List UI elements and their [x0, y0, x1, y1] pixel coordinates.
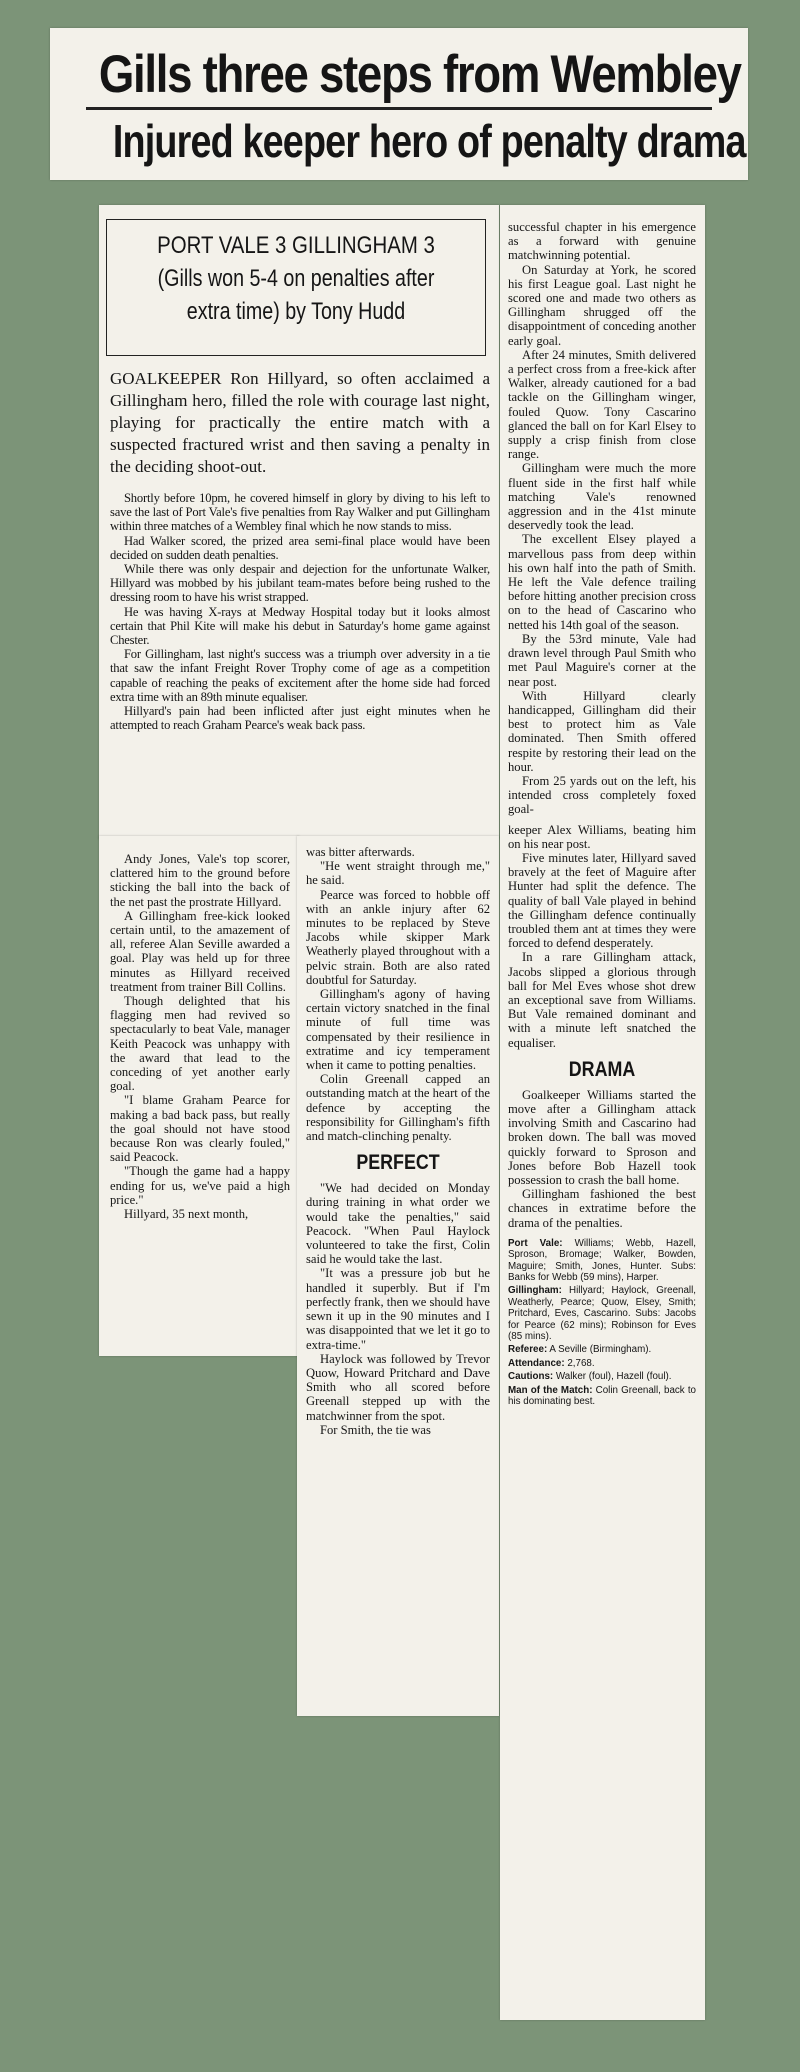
paragraph: Goalkeeper Williams started the move after a Gillingham attack involving Smith and Cascarino had broken down. The ball was moved quickly forward to Sproson and Jones before Bob Hazell took possession to crash the ball home.	[508, 1087, 696, 1187]
match-title-box	[106, 219, 486, 356]
headline-clipping	[50, 28, 748, 180]
lineup-text: 2,768.	[567, 1357, 595, 1369]
paragraph: "He went straight through me," he said.	[306, 859, 490, 888]
paragraph: "Though the game had a happy ending for us, we've paid a high price."	[110, 1164, 290, 1207]
paragraph: Gillingham fashioned the best chances in extratime before the drama of the penalties.	[508, 1187, 696, 1230]
column-3	[502, 220, 702, 1410]
headline-rule	[86, 107, 712, 110]
lineup-label: Port Vale:	[508, 1237, 563, 1249]
lineup-text: Hillyard; Haylock, Greenall, Weatherly, Pearce; Quow, Elsey, Smith; Pritchard, Eves, Cascarino. Subs: Jacobs for Pearce (62 mins); Robinson for Eves (85 mins).	[508, 1285, 696, 1343]
paragraph: He was having X-rays at Medway Hospital today but it looks almost certain that Phil Kite will make his debut in Saturday's home game against Chester.	[110, 604, 490, 648]
lineup-text: Walker (foul), Hazell (foul).	[555, 1371, 672, 1383]
paragraph: While there was only despair and dejection for the unfortunate Walker, Hillyard was mobbed by his jubilant team-mates before being rushed to the dressing room to have his wrist strapped.	[110, 562, 490, 605]
paragraph: was bitter afterwards.	[306, 845, 415, 859]
paragraph: After 24 minutes, Smith delivered a perfect cross from a free-kick after Walker, already cautioned for a bad tackle on the Gillingham winger, fouled Quow. Tony Cascarino glanced the ball on for Karl Elsey to supply a crisp finish from close range.	[508, 347, 696, 462]
paragraph: In a rare Gillingham attack, Jacobs slipped a glorious through ball for Mel Eves whose shot drew an exceptional save from Williams. But Vale remained dominant and with a minute left snatched the equaliser.	[508, 950, 696, 1050]
intro-text: GOALKEEPER Ron Hillyard, so often acclaimed a Gillingham hero, filled the role with courage last night, playing for practically the entire match with a suspected fractured wrist and then saving a penalty in the deciding shoot-out.	[110, 369, 490, 476]
lineup-gillingham	[508, 1285, 696, 1342]
paragraph: A Gillingham free-kick looked certain until, to the amazement of all, referee Alan Seville awarded a goal. Play was held up for three minutes as Hillyard received treatment from trainer Bill Collins.	[110, 908, 290, 994]
paragraph: Shortly before 10pm, he covered himself in glory by diving to his left to save the last of Port Vale's five penalties from Ray Walker and put Gillingham within three matches of a Wembley final which he now stands to miss.	[110, 491, 490, 534]
paragraph: Gillingham were much the more fluent side in the first half while matching Vale's renowned aggression and in the 41st minute deservedly took the lead.	[508, 461, 696, 533]
headline-main: Gills three steps from Wembley	[98, 45, 741, 104]
column-1b	[104, 852, 296, 1221]
paragraph: Andy Jones, Vale's top scorer, clattered him to the ground before sticking the ball into the back of the net past the prostrate Hillyard.	[110, 852, 290, 909]
cautions-line	[508, 1371, 696, 1382]
paragraph: Haylock was followed by Trevor Quow, Howard Pritchard and Dave Smith who all scored before Greenall stepped up with the matchwinner from the spot.	[306, 1351, 490, 1423]
paragraph: Hillyard's pain had been inflicted after just eight minutes when he attempted to reach Graham Pearce's weak back pass.	[110, 704, 490, 733]
paragraph: Pearce was forced to hobble off with an ankle injury after 62 minutes to be replaced by Steve Jacobs while skipper Mark Weatherly played throughout with a pelvic strain. Both are also rated doubtful for Saturday.	[306, 887, 490, 987]
lineup-label: Cautions:	[508, 1371, 554, 1383]
paragraph: "It was a pressure job but he handled it superbly. But if I'm perfectly frank, then we should have sewn it up in the 90 minutes and I was disappointed that we let it go to extra-time."	[306, 1266, 490, 1352]
paragraph: The excellent Elsey played a marvellous pass from deep within his own half into the path of Smith. He left the Vale defence trailing before hitting another precision cross on to the head of Cascarino who netted his 14th goal of the season.	[508, 532, 696, 632]
column-1	[104, 491, 496, 732]
lineup-label: Referee:	[508, 1344, 548, 1356]
paragraph: "I blame Graham Pearce for making a bad back pass, but really the goal should not have stood because Ron was clearly fouled," said Peacock.	[110, 1093, 290, 1165]
paragraph: Though delighted that his flagging men had revived so spectacularly to beat Vale, manager Keith Peacock was unhappy with the award that lead to the conceding of yet another early goal.	[110, 994, 290, 1094]
team-lineups	[508, 1238, 696, 1408]
paragraph: successful chapter in his emergence as a forward with genuine matchwinning potential.	[508, 220, 696, 263]
lineup-text: Colin Greenall, back to his dominating best.	[508, 1384, 696, 1408]
lineup-text: Williams; Webb, Hazell, Sproson, Bromage; Walker, Bowden, Maguire; Smith, Jones, Hunter. Subs: Banks for Webb (59 mins), Harper.	[508, 1237, 696, 1284]
paragraph: By the 53rd minute, Vale had drawn level through Paul Smith who met Paul Maguire's corner at the near post.	[508, 631, 696, 689]
lineup-port-vale	[508, 1238, 696, 1284]
paragraph: With Hillyard clearly handicapped, Gillingham did their best to protect him as Vale dominated. Then Smith offered respite by restoring their lead on the hour.	[508, 688, 696, 774]
paragraph: Gillingham's agony of having certain victory snatched in the final minute of full time was compensated by their resilience in extratime and icy temperament when it came to potting penalties.	[306, 987, 490, 1073]
paragraph: Hillyard, 35 next month,	[124, 1207, 249, 1222]
headline-sub: Injured keeper hero of penalty drama	[112, 115, 746, 167]
paragraph: "We had decided on Monday during training in what order we would take the penalties," said Peacock. "When Paul Haylock volunteered to take the first, Colin said he would take the last.	[306, 1181, 490, 1267]
paragraph: For Smith, the tie was	[320, 1422, 431, 1437]
intro-paragraph	[104, 368, 496, 478]
column-2	[300, 845, 496, 1437]
paragraph: From 25 yards out on the left, his intended cross completely foxed goal-	[508, 773, 696, 817]
attendance-line	[508, 1358, 696, 1369]
referee-line	[508, 1344, 696, 1355]
paragraph: On Saturday at York, he scored his first League goal. Last night he scored one and made two others as Gillingham shrugged off the disappointment of conceding another early goal.	[508, 262, 696, 348]
lineup-label: Gillingham:	[508, 1285, 562, 1297]
lineup-text: A Seville (Birmingham).	[549, 1344, 652, 1356]
paragraph: Colin Greenall capped an outstanding match at the heart of the defence by accepting the responsibility for Gillingham's fifth and match-clinching penalty.	[306, 1072, 490, 1144]
paragraph: For Gillingham, last night's success was a triumph over adversity in a tie that saw the infant Freight Rover Trophy come of age as a competition capable of reaching the peaks of excitement after the home side had forced extra time with an 89th minute equaliser.	[110, 647, 490, 704]
lineup-label: Man of the Match:	[508, 1384, 593, 1396]
paragraph: Had Walker scored, the prized area semi-final place would have been decided on sudden death penalties.	[110, 533, 490, 562]
paragraph: keeper Alex Williams, beating him on his near post.	[508, 822, 696, 851]
lineup-label: Attendance:	[508, 1357, 565, 1369]
match-result: (Gills won 5-4 on penalties after	[157, 265, 435, 292]
paragraph: Five minutes later, Hillyard saved bravely at the feet of Maguire after Hunter had split the defence. The quality of ball Vale played in behind the Gillingham defence continually troubled them ant at times they were forced to defend desperately.	[508, 850, 696, 951]
match-score: PORT VALE 3 GILLINGHAM 3	[157, 232, 435, 259]
byline: extra time) by Tony Hudd	[186, 298, 406, 325]
man-of-match-line	[508, 1385, 696, 1408]
subhead-drama: DRAMA	[568, 1057, 636, 1081]
subhead-perfect: PERFECT	[356, 1151, 440, 1175]
